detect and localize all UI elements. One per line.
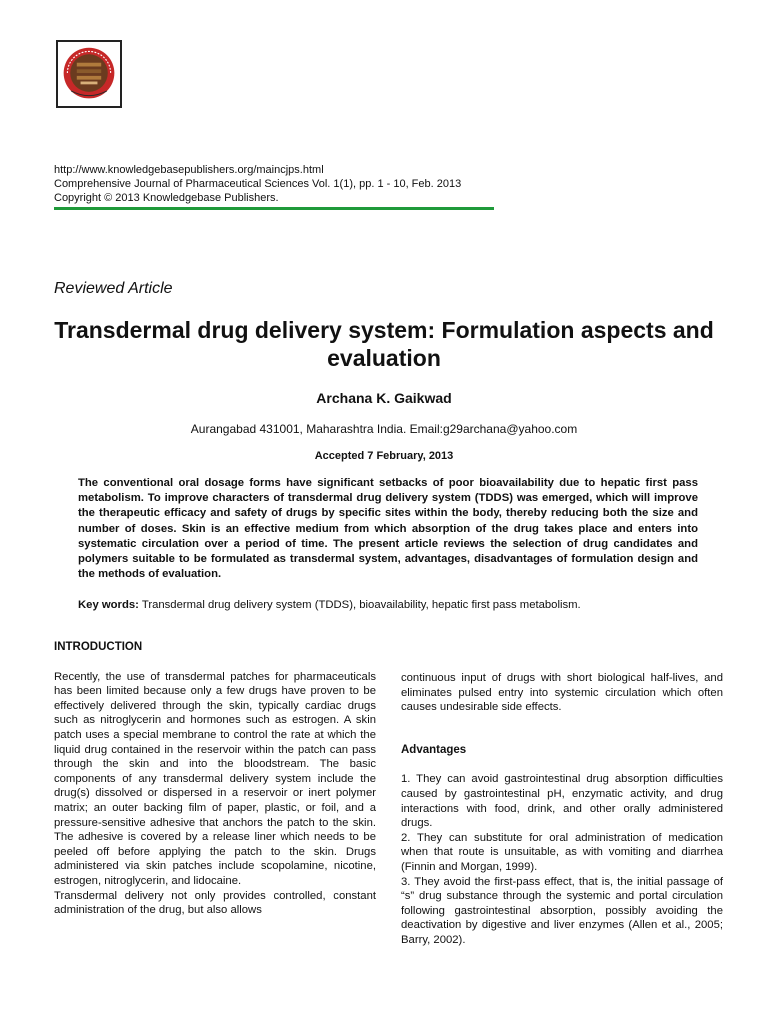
advantage-item: 3. They avoid the first-pass effect, that is, the initial passage of “s” drug substance through the systemic and portal circulation following gastrointestinal absorption, possibly avoiding the deactivation by digestive and liver enzymes (Allen et al., 2005; Barry, 2002). — [401, 875, 723, 946]
advantage-item: 2. They can substitute for oral administration of medication when that route is unsuitable, as with vomiting and diarrhea (Finnin and Morgan, 1999). — [401, 831, 723, 873]
advantage-item: 1. They can avoid gastrointestinal drug absorption difficulties caused by gastrointestinal pH, enzymatic activity, and drug interactions with food, drink, and other orally administered drugs. — [401, 773, 723, 830]
keywords-text: Transdermal drug delivery system (TDDS), bioavailability, hepatic first pass metabolism. — [138, 599, 581, 611]
journal-citation: Comprehensive Journal of Pharmaceutical Sciences Vol. 1(1), pp. 1 - 10, Feb. 2013 — [54, 178, 462, 190]
section-heading-advantages: Advantages — [401, 743, 467, 756]
copyright-line: Copyright © 2013 Knowledgebase Publishers. — [54, 192, 279, 204]
intro-paragraph-1: Recently, the use of transdermal patches for pharmaceuticals has been limited because only a few drugs have proven to be effectively delivered through the skin, typically cardiac drugs such as nitroglycerin and hormones such as estrogen. A skin patch uses a special membrane to control the rate at which the liquid drug contained in the reservoir within the patch can pass through the skin and into the bloodstream. The basic components of any transdermal delivery system include the drug(s) dissolved or dispersed in a reservoir or inert polymer matrix; an outer backing film of paper, plastic, or foil, and a pressure-sensitive adhesive that anchors the patch to the skin. The adhesive is covered by a release liner which needs to be peeled off before applying the patch to the skin. Drugs administered via skin patches include scopolamine, nicotine, estrogen, nitroglycerin, and lidocaine. — [54, 670, 376, 887]
journal-header — [54, 163, 494, 205]
header-divider — [54, 207, 494, 210]
article-type: Reviewed Article — [54, 280, 173, 297]
body-column-left — [54, 640, 376, 918]
author-affiliation: Aurangabad 431001, Maharashtra India. Email:g29archana@yahoo.com — [190, 422, 578, 436]
accepted-date: Accepted 7 February, 2013 — [314, 450, 454, 462]
keywords — [78, 598, 718, 612]
article-title: Transdermal drug delivery system: Formulation aspects and evaluation — [54, 317, 714, 371]
section-heading-introduction: INTRODUCTION — [54, 641, 143, 653]
publisher-seal-icon — [58, 42, 120, 106]
intro-paragraph-2: Transdermal delivery not only provides controlled, constant administration of the drug, but also allows — [54, 889, 376, 917]
keywords-label: Key words: — [78, 599, 139, 611]
journal-url[interactable]: http://www.knowledgebasepublishers.org/maincjps.html — [54, 164, 324, 176]
author-name: Archana K. Gaikwad — [316, 390, 452, 406]
intro-continuation: continuous input of drugs with short biological half-lives, and eliminates pulsed entry into systemic circulation which often causes undesirable side effects. — [401, 672, 723, 714]
abstract: The conventional oral dosage forms have significant setbacks of poor bioavailability due to hepatic first pass metabolism. To improve characters of transdermal drug delivery system (TDDS) was emerged, which will improve the therapeutic efficacy and safety of drugs by specific sites within the body, thereby reducing both the size and number of doses. Skin is an effective medium from which absorption of the drug takes place and enters into systematic circulation over a period of time. The present article reviews the selection of drug candidates and polymers suitable to be formulated as transdermal system, advantages, disadvantages of formulation design and the methods of evaluation. — [78, 477, 698, 581]
body-column-right — [401, 671, 723, 948]
publisher-logo — [56, 40, 122, 108]
